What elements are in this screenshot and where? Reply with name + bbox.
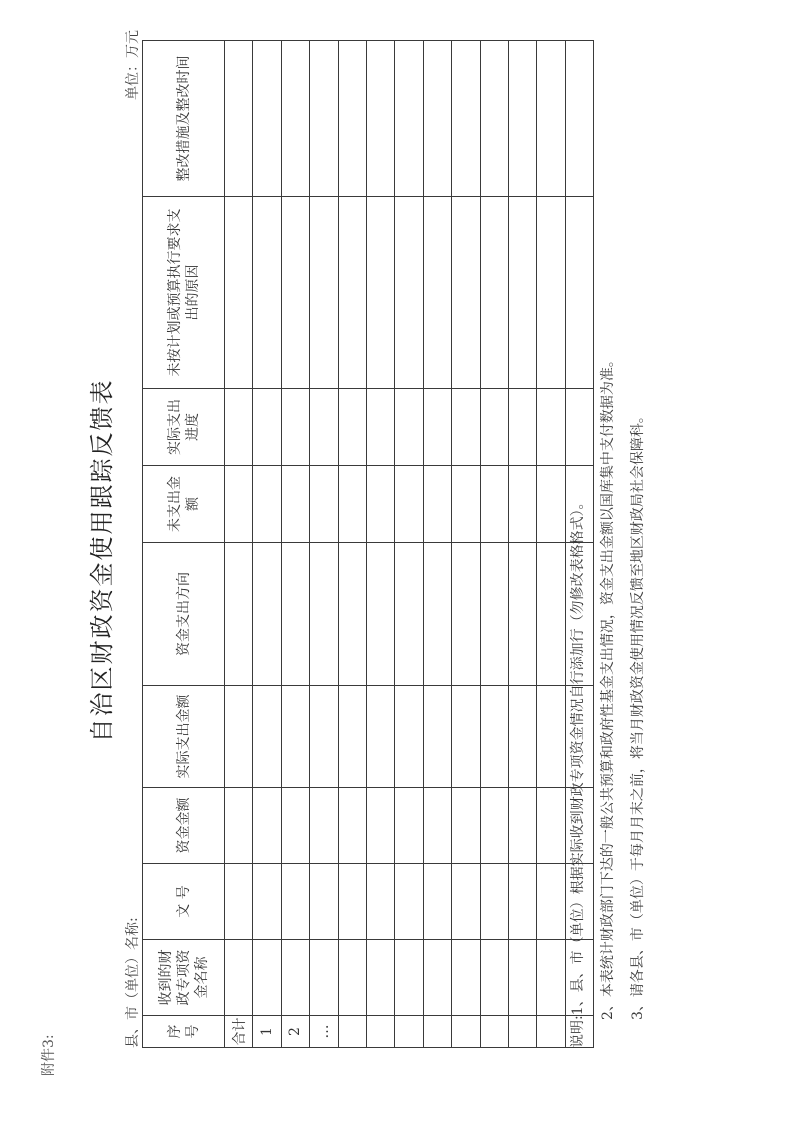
- table-cell: [537, 686, 565, 788]
- table-cell: [452, 686, 480, 788]
- table-cell: [338, 864, 366, 940]
- notes-prefix: 说明:: [570, 1015, 586, 1048]
- table-cell: [366, 389, 394, 466]
- row-index-cell: 1: [253, 1016, 281, 1048]
- table-cell: [537, 864, 565, 940]
- table-row: [537, 41, 565, 1048]
- table-cell: [225, 543, 253, 686]
- table-cell: [338, 41, 366, 197]
- table-cell: [452, 543, 480, 686]
- table-header-row: [143, 41, 225, 1048]
- county-unit-name-label: 县、市（单位）名称:: [125, 917, 141, 1048]
- row-index-cell: [366, 1016, 394, 1048]
- table-cell: [225, 389, 253, 466]
- column-header-fund-name: 收到的财政专项资金名称: [143, 940, 225, 1016]
- table-cell: [395, 197, 423, 389]
- row-index-cell: [508, 1016, 536, 1048]
- document-title: 自治区财政资金使用跟踪反馈表: [88, 378, 116, 743]
- table-cell: [508, 197, 536, 389]
- table-cell: [253, 197, 281, 389]
- table-cell: [508, 466, 536, 543]
- table-cell: [423, 864, 451, 940]
- table-cell: [508, 686, 536, 788]
- table-cell: [452, 466, 480, 543]
- table-cell: [537, 41, 565, 197]
- table-row: [423, 41, 451, 1048]
- note-line-3: 3、请各县、市（单位）于每月月末之前，将当月财政资金使用情况反馈至地区财政局社会保障科。: [630, 409, 646, 1020]
- column-header-index: 序号: [143, 1016, 225, 1048]
- row-index-cell: [537, 1016, 565, 1048]
- table-cell: [366, 940, 394, 1016]
- table-cell: [480, 41, 508, 197]
- table-row: [281, 41, 309, 1048]
- table-cell: [310, 940, 338, 1016]
- table-row: [253, 41, 281, 1048]
- table-cell: [423, 466, 451, 543]
- table-cell: [253, 41, 281, 197]
- table-cell: [310, 788, 338, 864]
- row-index-cell: [452, 1016, 480, 1048]
- table-cell: [423, 41, 451, 197]
- table-cell: [395, 940, 423, 1016]
- table-row: [480, 41, 508, 1048]
- row-index-cell: 2: [281, 1016, 309, 1048]
- table-cell: [537, 389, 565, 466]
- table-row: [225, 41, 253, 1048]
- table-cell: [452, 41, 480, 197]
- table-cell: [253, 940, 281, 1016]
- table-cell: [310, 197, 338, 389]
- table-cell: [225, 940, 253, 1016]
- table-cell: [480, 864, 508, 940]
- table-cell: [366, 686, 394, 788]
- table-cell: [452, 389, 480, 466]
- table-cell: [423, 389, 451, 466]
- table-cell: [281, 864, 309, 940]
- table-row: [366, 41, 394, 1048]
- table-row: [310, 41, 338, 1048]
- table-row: [452, 41, 480, 1048]
- table-cell: [423, 940, 451, 1016]
- table-cell: [366, 864, 394, 940]
- table-cell: [395, 389, 423, 466]
- column-header-rectification: 整改措施及整改时间: [143, 41, 225, 197]
- table-cell: [338, 543, 366, 686]
- table-cell: [253, 389, 281, 466]
- table-cell: [225, 864, 253, 940]
- table-cell: [480, 543, 508, 686]
- table-body: [225, 41, 594, 1048]
- table-cell: [253, 864, 281, 940]
- table-cell: [480, 197, 508, 389]
- note-text: 1、县、市（单位）根据实际收到财政专项资金情况自行添加行（勿修改表格格式）。: [570, 495, 586, 1016]
- table-cell: [366, 41, 394, 197]
- table-cell: [281, 389, 309, 466]
- table-cell: [310, 389, 338, 466]
- table-cell: [480, 389, 508, 466]
- table-cell: [338, 788, 366, 864]
- table-cell: [395, 543, 423, 686]
- table-cell: [281, 543, 309, 686]
- table-cell: [338, 466, 366, 543]
- row-index-cell: [338, 1016, 366, 1048]
- table-cell: [395, 466, 423, 543]
- table-cell: [452, 940, 480, 1016]
- table-cell: [366, 466, 394, 543]
- table-cell: [338, 686, 366, 788]
- table-cell: [253, 686, 281, 788]
- table-cell: [508, 389, 536, 466]
- table-cell: [508, 940, 536, 1016]
- table-cell: [423, 197, 451, 389]
- table-cell: [395, 788, 423, 864]
- table-row: [508, 41, 536, 1048]
- table-cell: [281, 466, 309, 543]
- table-row: [395, 41, 423, 1048]
- notes-section: [563, 353, 653, 1048]
- column-header-non-compliance-reason: 未按计划或预算执行要求支出的原因: [143, 197, 225, 389]
- table-cell: [281, 197, 309, 389]
- table-cell: [225, 686, 253, 788]
- table-cell: [423, 686, 451, 788]
- note-line-2: 2、本表统计财政部门下达的一般公共预算和政府性基金支出情况，资金支出金额以国库集中支付数据为准。: [600, 353, 616, 1020]
- table-cell: [508, 864, 536, 940]
- table-cell: [253, 788, 281, 864]
- table-cell: [480, 788, 508, 864]
- table-cell: [366, 788, 394, 864]
- row-index-cell: [395, 1016, 423, 1048]
- table-cell: [452, 197, 480, 389]
- table-cell: [366, 197, 394, 389]
- column-header-spending-direction: 资金支出方向: [143, 543, 225, 686]
- table-cell: [537, 197, 565, 389]
- table-cell: [366, 543, 394, 686]
- table-cell: [310, 41, 338, 197]
- table-cell: [281, 686, 309, 788]
- table-cell: [508, 788, 536, 864]
- table-cell: [338, 389, 366, 466]
- table-cell: [423, 543, 451, 686]
- table-cell: [338, 940, 366, 1016]
- table-cell: [310, 686, 338, 788]
- table-cell: [253, 543, 281, 686]
- table-cell: [537, 788, 565, 864]
- table-cell: [537, 543, 565, 686]
- column-header-document-number: 文 号: [143, 864, 225, 940]
- table-cell: [281, 788, 309, 864]
- currency-unit-label: 单位：万元: [125, 30, 141, 100]
- table-cell: [423, 788, 451, 864]
- column-header-unspent-amount: 未支出金额: [143, 466, 225, 543]
- table-cell: [310, 543, 338, 686]
- table-cell: [565, 41, 593, 197]
- row-index-cell: …: [310, 1016, 338, 1048]
- attachment-label: 附件3:: [41, 1034, 57, 1076]
- table-cell: [452, 788, 480, 864]
- row-index-cell: [480, 1016, 508, 1048]
- table-cell: [452, 864, 480, 940]
- table-cell: [480, 466, 508, 543]
- feedback-table: [142, 40, 594, 1048]
- table-cell: [537, 940, 565, 1016]
- table-cell: [253, 466, 281, 543]
- table-cell: [395, 864, 423, 940]
- table-cell: [225, 197, 253, 389]
- table-cell: [508, 41, 536, 197]
- row-index-cell: 合计: [225, 1016, 253, 1048]
- table-cell: [310, 864, 338, 940]
- table-cell: [395, 686, 423, 788]
- column-header-spending-progress: 实际支出进度: [143, 389, 225, 466]
- table-cell: [281, 41, 309, 197]
- table-cell: [281, 940, 309, 1016]
- column-header-fund-amount: 资金金额: [143, 788, 225, 864]
- table-cell: [537, 466, 565, 543]
- table-cell: [310, 466, 338, 543]
- table-cell: [480, 940, 508, 1016]
- table-cell: [338, 197, 366, 389]
- table-cell: [508, 543, 536, 686]
- row-index-cell: [423, 1016, 451, 1048]
- table-cell: [225, 788, 253, 864]
- column-header-actual-spent: 实际支出金额: [143, 686, 225, 788]
- note-line-1: [563, 353, 593, 1048]
- table-cell: [225, 41, 253, 197]
- table-cell: [395, 41, 423, 197]
- table-cell: [225, 466, 253, 543]
- table-cell: [480, 686, 508, 788]
- table-row: [338, 41, 366, 1048]
